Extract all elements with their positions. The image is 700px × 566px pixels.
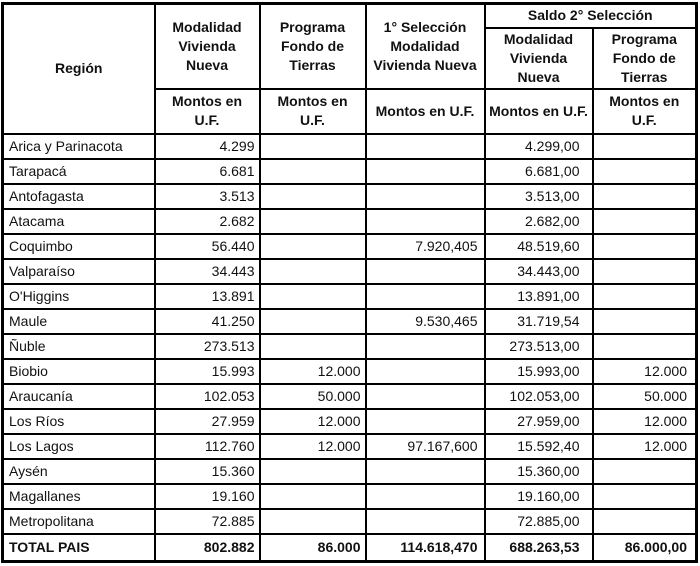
saldo_programa-cell: 12.000 <box>593 409 697 434</box>
region-cell: Araucanía <box>3 384 155 409</box>
programa-cell <box>260 184 366 209</box>
seleccion1-cell: 7.920,405 <box>366 234 485 259</box>
table-row <box>3 209 697 234</box>
programa-cell <box>260 209 366 234</box>
region-cell: Ñuble <box>3 334 155 359</box>
table-row <box>3 484 697 509</box>
saldo_programa-cell <box>593 234 697 259</box>
seleccion1-cell: 114.618,470 <box>366 534 485 562</box>
programa-cell: 12.000 <box>260 359 366 384</box>
modalidad-cell: 2.682 <box>155 209 260 234</box>
saldo_modalidad-cell: 688.263,53 <box>485 534 593 562</box>
seleccion1-cell <box>366 459 485 484</box>
unit-label-saldo-modalidad: Montos en U.F. <box>485 89 593 134</box>
region-cell: Biobio <box>3 359 155 384</box>
saldo_modalidad-cell: 34.443,00 <box>485 259 593 284</box>
seleccion1-cell <box>366 259 485 284</box>
programa-cell <box>260 459 366 484</box>
saldo_modalidad-cell: 48.519,60 <box>485 234 593 259</box>
region-cell: Magallanes <box>3 484 155 509</box>
programa-cell <box>260 134 366 159</box>
programa-cell: 86.000 <box>260 534 366 562</box>
total-row <box>3 534 697 562</box>
modalidad-cell: 4.299 <box>155 134 260 159</box>
seleccion1-cell <box>366 409 485 434</box>
saldo_modalidad-cell: 3.513,00 <box>485 184 593 209</box>
saldo_programa-cell: 12.000 <box>593 434 697 459</box>
saldo_programa-cell <box>593 209 697 234</box>
saldo_programa-cell <box>593 184 697 209</box>
table-row <box>3 334 697 359</box>
saldo_modalidad-cell: 273.513,00 <box>485 334 593 359</box>
seleccion1-cell <box>366 209 485 234</box>
unit-label-seleccion1: Montos en U.F. <box>366 89 485 134</box>
seleccion1-cell <box>366 359 485 384</box>
table-body <box>3 134 697 562</box>
region-cell: Los Ríos <box>3 409 155 434</box>
seleccion1-cell: 97.167,600 <box>366 434 485 459</box>
table-row <box>3 459 697 484</box>
modalidad-cell: 56.440 <box>155 234 260 259</box>
table-row <box>3 384 697 409</box>
modalidad-cell: 72.885 <box>155 509 260 534</box>
region-cell: Tarapacá <box>3 159 155 184</box>
modalidad-cell: 3.513 <box>155 184 260 209</box>
programa-cell <box>260 484 366 509</box>
saldo_modalidad-cell: 2.682,00 <box>485 209 593 234</box>
modalidad-cell: 273.513 <box>155 334 260 359</box>
modalidad-cell: 102.053 <box>155 384 260 409</box>
modalidad-cell: 112.760 <box>155 434 260 459</box>
region-cell: TOTAL PAIS <box>3 534 155 562</box>
seleccion1-cell <box>366 184 485 209</box>
saldo_modalidad-cell: 4.299,00 <box>485 134 593 159</box>
programa-cell: 12.000 <box>260 409 366 434</box>
unit-label-modalidad: Montos en U.F. <box>155 89 260 134</box>
programa-cell <box>260 309 366 334</box>
modalidad-cell: 41.250 <box>155 309 260 334</box>
programa-cell <box>260 259 366 284</box>
saldo_modalidad-cell: 27.959,00 <box>485 409 593 434</box>
seleccion1-cell: 9.530,465 <box>366 309 485 334</box>
saldo_modalidad-cell: 15.592,40 <box>485 434 593 459</box>
table-row <box>3 284 697 309</box>
saldo_programa-cell <box>593 509 697 534</box>
table-header <box>3 4 697 134</box>
seleccion1-cell <box>366 159 485 184</box>
table-row <box>3 259 697 284</box>
seleccion1-cell <box>366 484 485 509</box>
saldo_modalidad-cell: 15.993,00 <box>485 359 593 384</box>
header-programa-fondo-tierras: Programa Fondo de Tierras <box>260 4 366 89</box>
saldo_programa-cell <box>593 284 697 309</box>
saldo_modalidad-cell: 6.681,00 <box>485 159 593 184</box>
saldo_programa-cell <box>593 134 697 159</box>
programa-cell <box>260 334 366 359</box>
modalidad-cell: 15.360 <box>155 459 260 484</box>
region-cell: Valparaíso <box>3 259 155 284</box>
modalidad-cell: 27.959 <box>155 409 260 434</box>
programa-cell <box>260 159 366 184</box>
header-modalidad-vivienda-nueva: Modalidad Vivienda Nueva <box>155 4 260 89</box>
header-saldo-modalidad-vivienda-nueva: Modalidad Vivienda Nueva <box>485 28 593 89</box>
saldo_programa-cell <box>593 459 697 484</box>
region-cell: Metropolitana <box>3 509 155 534</box>
saldo_programa-cell <box>593 484 697 509</box>
programa-cell <box>260 509 366 534</box>
unit-label-saldo-programa: Montos en U.F. <box>593 89 697 134</box>
unit-label-programa: Montos en U.F. <box>260 89 366 134</box>
modalidad-cell: 13.891 <box>155 284 260 309</box>
modalidad-cell: 802.882 <box>155 534 260 562</box>
table-row <box>3 409 697 434</box>
seleccion1-cell <box>366 284 485 309</box>
header-saldo-segunda-seleccion: Saldo 2° Selección <box>485 4 697 28</box>
programa-cell <box>260 284 366 309</box>
region-cell: Antofagasta <box>3 184 155 209</box>
saldo_modalidad-cell: 72.885,00 <box>485 509 593 534</box>
saldo_modalidad-cell: 31.719,54 <box>485 309 593 334</box>
saldo_programa-cell <box>593 159 697 184</box>
region-cell: Atacama <box>3 209 155 234</box>
saldo_programa-cell <box>593 259 697 284</box>
saldo_programa-cell: 50.000 <box>593 384 697 409</box>
region-cell: Coquimbo <box>3 234 155 259</box>
seleccion1-cell <box>366 509 485 534</box>
saldo_programa-cell: 12.000 <box>593 359 697 384</box>
seleccion1-cell <box>366 134 485 159</box>
modalidad-cell: 6.681 <box>155 159 260 184</box>
modalidad-cell: 34.443 <box>155 259 260 284</box>
table-row <box>3 434 697 459</box>
regional-amounts-table <box>1 2 698 563</box>
programa-cell: 50.000 <box>260 384 366 409</box>
table-row <box>3 184 697 209</box>
saldo_modalidad-cell: 15.360,00 <box>485 459 593 484</box>
saldo_programa-cell: 86.000,00 <box>593 534 697 562</box>
modalidad-cell: 15.993 <box>155 359 260 384</box>
table-row <box>3 359 697 384</box>
seleccion1-cell <box>366 334 485 359</box>
saldo_modalidad-cell: 13.891,00 <box>485 284 593 309</box>
table-row <box>3 509 697 534</box>
table-row <box>3 234 697 259</box>
table-row <box>3 159 697 184</box>
table-row <box>3 134 697 159</box>
programa-cell <box>260 234 366 259</box>
programa-cell: 12.000 <box>260 434 366 459</box>
region-cell: Aysén <box>3 459 155 484</box>
region-cell: Maule <box>3 309 155 334</box>
saldo_modalidad-cell: 19.160,00 <box>485 484 593 509</box>
header-primera-seleccion: 1° Selección Modalidad Vivienda Nueva <box>366 4 485 89</box>
table-row <box>3 309 697 334</box>
header-region: Región <box>3 4 155 134</box>
region-cell: Arica y Parinacota <box>3 134 155 159</box>
header-saldo-programa-fondo-tierras: Programa Fondo de Tierras <box>593 28 697 89</box>
region-cell: Los Lagos <box>3 434 155 459</box>
region-cell: O'Higgins <box>3 284 155 309</box>
saldo_programa-cell <box>593 334 697 359</box>
modalidad-cell: 19.160 <box>155 484 260 509</box>
saldo_modalidad-cell: 102.053,00 <box>485 384 593 409</box>
seleccion1-cell <box>366 384 485 409</box>
saldo_programa-cell <box>593 309 697 334</box>
